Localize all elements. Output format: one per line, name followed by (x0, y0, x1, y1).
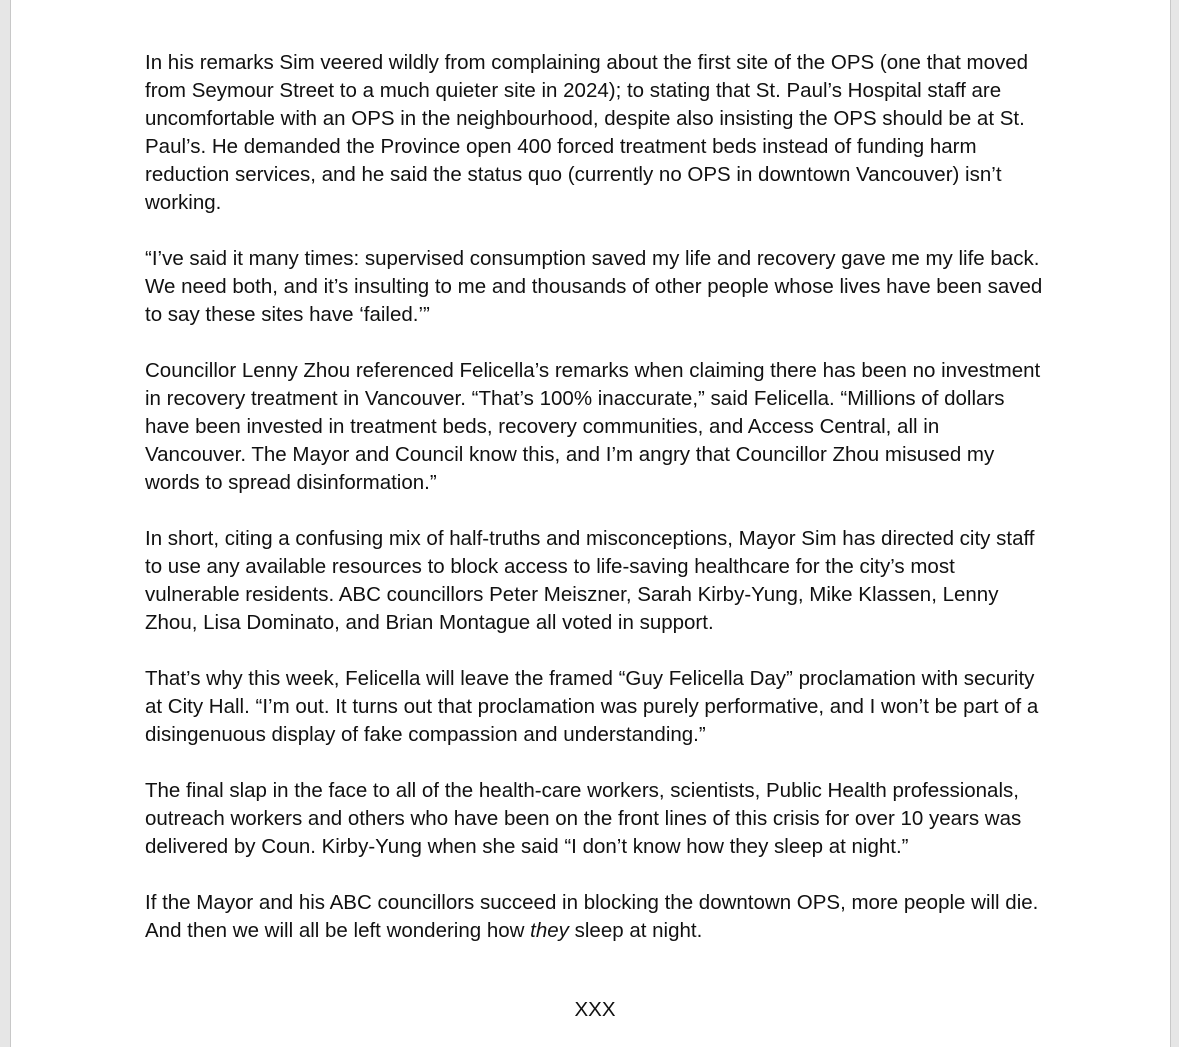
paragraph-conclusion (145, 889, 1045, 945)
conclusion-text-start: If the Mayor and his ABC councillors succeed in blocking the downtown OPS, more people will die. And then we will all be left wondering how (145, 891, 1039, 942)
paragraph-felicella-quote: “I’ve said it many times: supervised consumption saved my life and recovery gave me my life back. We need both, and it’s insulting to me and thousands of other people whose lives have been saved to say these sites have ‘failed.’” (145, 247, 1043, 326)
paragraph-final-slap: The final slap in the face to all of the health-care workers, scientists, Public Health professionals, outreach workers and others who have been on the front lines of this crisis for over 10 years was delivered by Coun. Kirby-Yung when she said “I don’t know how they sleep at night.” (145, 779, 1022, 858)
paragraph-zhou-remarks: Councillor Lenny Zhou referenced Felicella’s remarks when claiming there has been no investment in recovery treatment in Vancouver. “That’s 100% inaccurate,” said Felicella. “Millions of dollars have been invested in treatment beds, recovery communities, and Access Central, all in Vancouver. The Mayor and Council know this, and I’m angry that Councillor Zhou misused my words to spread disinformation.” (145, 359, 1041, 494)
document-body (145, 49, 1045, 973)
paragraph-proclamation: That’s why this week, Felicella will leave the framed “Guy Felicella Day” proclamation with security at City Hall. “I’m out. It turns out that proclamation was purely performative, and I won’t be part of a disingenuous display of fake compassion and understanding.” (145, 667, 1039, 746)
document-page (10, 0, 1171, 1047)
end-marker: XXX (574, 998, 616, 1021)
paragraph-sim-remarks: In his remarks Sim veered wildly from complaining about the first site of the OPS (one that moved from Seymour Street to a much quieter site in 2024); to stating that St. Paul’s Hospital staff are uncomfortable with an OPS in the neighbourhood, despite also insisting the OPS should be at St. Paul’s. He demanded the Province open 400 forced treatment beds instead of funding harm reduction services, and he said the status quo (currently no OPS in downtown Vancouver) isn’t working. (145, 51, 1029, 214)
conclusion-emphasis: they (530, 919, 569, 942)
paragraph-council-vote: In short, citing a confusing mix of half-truths and misconceptions, Mayor Sim has directed city staff to use any available resources to block access to life-saving healthcare for the city’s most vulnerable residents. ABC councillors Peter Meiszner, Sarah Kirby-Yung, Mike Klassen, Lenny Zhou, Lisa Dominato, and Brian Montague all voted in support. (145, 527, 1035, 634)
conclusion-text-end: sleep at night. (568, 919, 703, 942)
